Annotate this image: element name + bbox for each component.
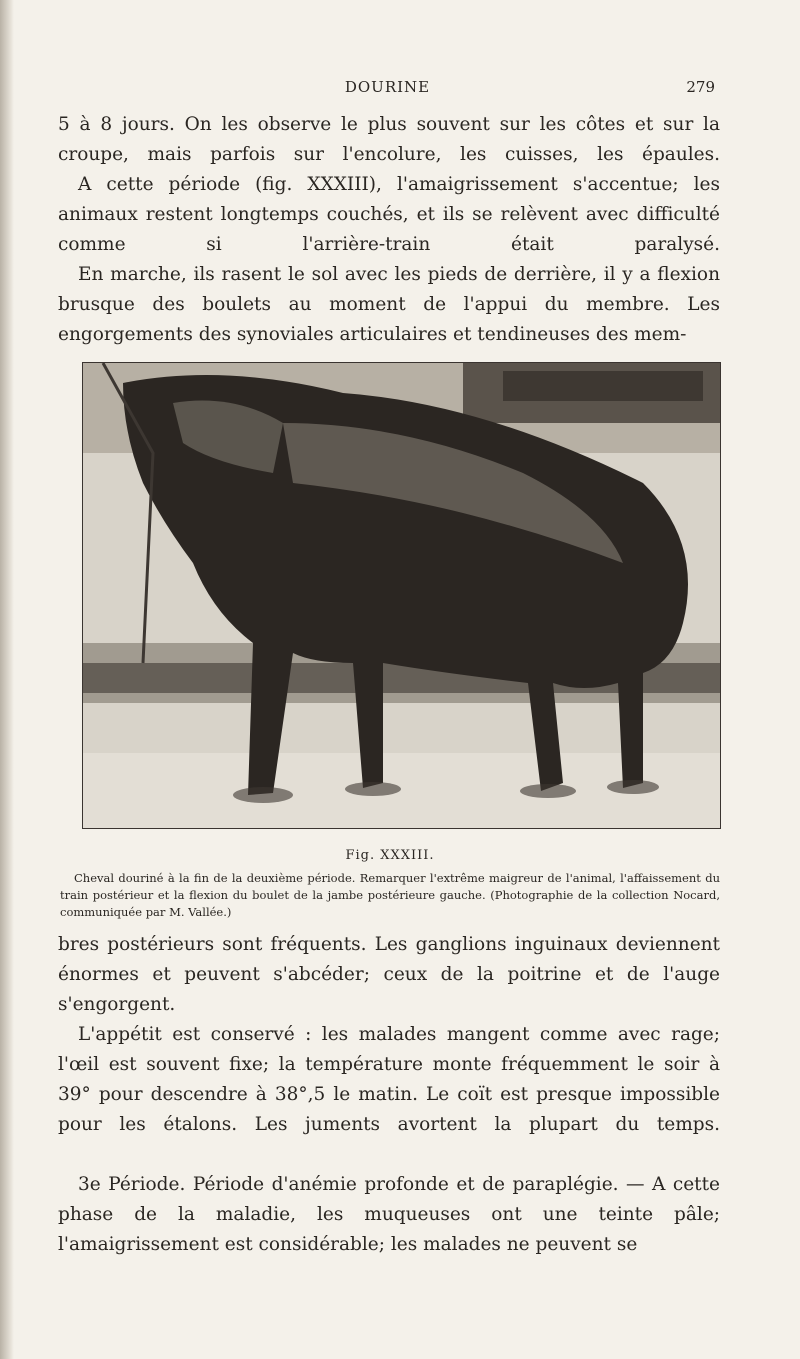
paragraph-5: L'appétit est conservé : les malades mangent comme avec rage; l'œil est souvent fixe; la température monte fréquemment le soir à 39° pour descendre à 38°,5 le matin. Le coït est presque impossible pour les étalons. Les juments avortent la plupart du temps. xyxy=(58,1024,720,1135)
paragraph-3: En marche, ils rasent le sol avec les pieds de derrière, il y a flexion brusque des boulets au moment de l'appui du membre. Les engorgements des synoviales articulaires et tendineuses des mem- xyxy=(58,264,720,345)
paragraph-4: bres postérieurs sont fréquents. Les ganglions inguinaux deviennent énormes et peuvent s'abcéder; ceux de la poitrine et de l'auge s'engorgent. xyxy=(58,934,720,1015)
running-head: DOURINE xyxy=(344,78,431,96)
paragraph-2: A cette période (fig. XXXIII), l'amaigrissement s'accentue; les animaux restent longtemps couchés, et ils se relèvent avec difficulté comme si l'arrière-train était paralysé. xyxy=(58,174,720,255)
page-number: 279 xyxy=(686,78,715,96)
paragraph-1: 5 à 8 jours. On les observe le plus souvent sur les côtes et sur la croupe, mais parfois sur l'encolure, les cuisses, les épaules. xyxy=(58,114,720,165)
page-header xyxy=(60,78,715,102)
book-spine-shadow xyxy=(0,0,14,1359)
figure-photograph xyxy=(82,362,721,829)
figure-caption: Cheval douriné à la fin de la deuxième période. Remarquer l'extrême maigreur de l'animal, l'affaissement du train postérieur et la flexion du boulet de la jambe postérieure gauche. (Photographie de la collection Nocard, communiquée par M. Vallée.) xyxy=(60,871,720,919)
figure-label: Fig. XXXIII. xyxy=(345,848,435,863)
paragraph-6: 3e Période. Période d'anémie profonde et de paraplégie. — A cette phase de la maladie, les muqueuses ont une teinte pâle; l'amaigrissement est considérable; les malades ne peuvent se xyxy=(58,1174,720,1255)
horse-photo-illustration xyxy=(83,363,720,828)
